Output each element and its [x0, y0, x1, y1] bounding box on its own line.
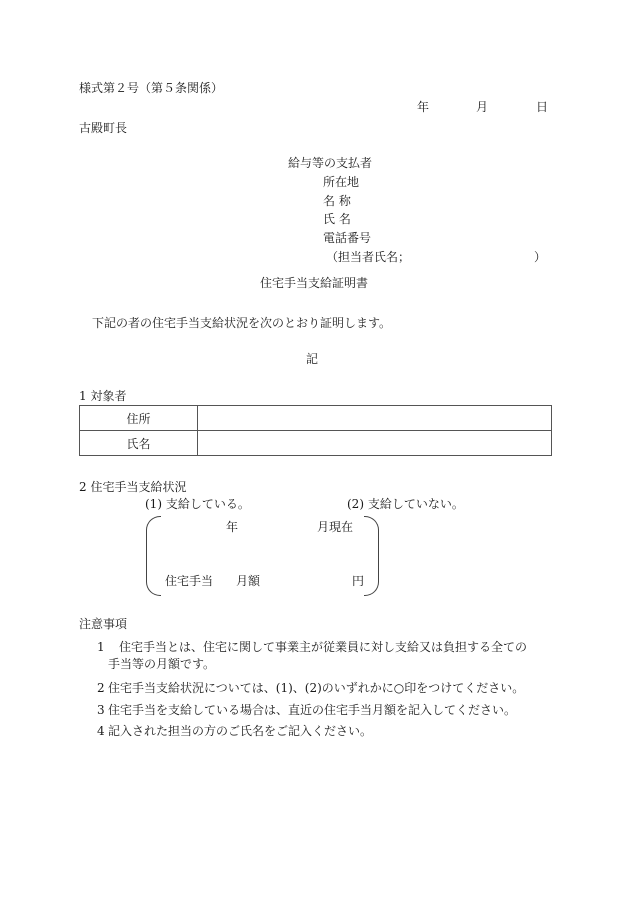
- note-4-number: 4: [97, 724, 105, 738]
- note-3-number: 3: [97, 703, 105, 717]
- payer-contact-close: ）: [534, 250, 547, 264]
- table-row: [80, 406, 552, 431]
- left-bracket: [146, 516, 161, 596]
- name-field[interactable]: [198, 431, 552, 456]
- date-year-label: 年: [417, 100, 430, 114]
- note-2-text: 住宅手当支給状況については、(1)、(2)のいずれかに○印をつけてください。: [108, 681, 525, 695]
- address-label: 住所: [80, 406, 198, 431]
- name-label: 氏名: [80, 431, 198, 456]
- note-1-line2: 手当等の月額です。: [108, 657, 216, 671]
- payer-phone-label: 電話番号: [323, 231, 372, 245]
- option-paid[interactable]: (1) 支給している。: [145, 497, 250, 511]
- payer-name-label: 名 称: [323, 194, 351, 208]
- as-of-month-label: 月現在: [317, 520, 354, 534]
- date-month-label: 月: [476, 100, 489, 114]
- note-1-line1: 住宅手当とは、住宅に関して事業主が従業員に対し支給又は負担する全ての: [119, 640, 528, 654]
- allowance-label: 住宅手当: [165, 574, 214, 588]
- table-row: [80, 431, 552, 456]
- subject-table: [79, 405, 552, 456]
- payer-heading: 給与等の支払者: [288, 156, 373, 170]
- document-title: 住宅手当支給証明書: [260, 276, 369, 290]
- form-number: 様式第２号（第５条関係）: [79, 81, 224, 95]
- notes-heading: 注意事項: [79, 617, 128, 631]
- address-field[interactable]: [198, 406, 552, 431]
- note-1-number: 1: [97, 640, 105, 654]
- as-of-year-label: 年: [226, 520, 239, 534]
- payer-contact-label: （担当者氏名；: [326, 250, 411, 264]
- note-3-text: 住宅手当を支給している場合は、直近の住宅手当月額を記入してください。: [108, 703, 517, 717]
- yen-label: 円: [352, 574, 365, 588]
- date-day-label: 日: [536, 100, 549, 114]
- section1-heading: 1 対象者: [79, 389, 127, 403]
- payer-person-label: 氏 名: [323, 212, 351, 226]
- monthly-amount-label: 月額: [236, 574, 261, 588]
- right-bracket: [364, 516, 379, 596]
- note-2-number: 2: [97, 681, 105, 695]
- note-4-text: 記入された担当の方のご氏名をご記入ください。: [108, 724, 373, 738]
- ki-label: 記: [306, 352, 319, 366]
- section2-heading: 2 住宅手当支給状況: [79, 480, 187, 494]
- payer-address-label: 所在地: [323, 175, 360, 189]
- certification-statement: 下記の者の住宅手当支給状況を次のとおり証明します。: [92, 316, 392, 330]
- addressee: 古殿町長: [79, 121, 128, 135]
- option-not-paid[interactable]: (2) 支給していない。: [347, 497, 464, 511]
